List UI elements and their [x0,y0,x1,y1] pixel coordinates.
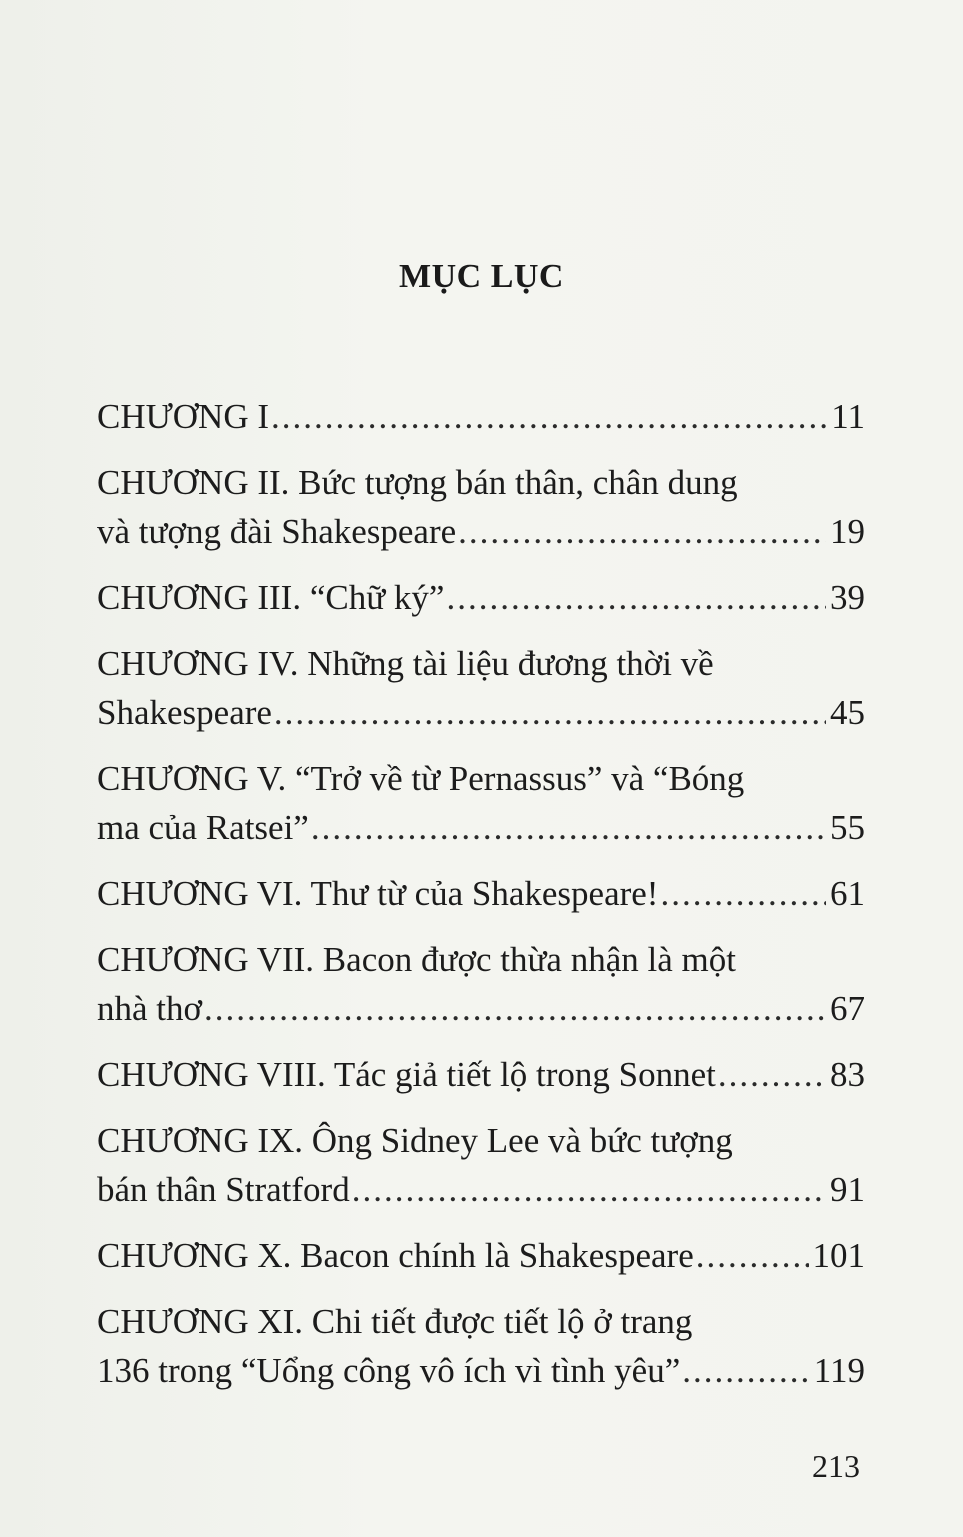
toc-entry-row [97,984,865,1033]
toc-entry-page: 61 [830,874,865,913]
toc-entry-label: bán thân Stratford [97,1170,350,1209]
dot-leader [271,392,827,441]
toc-entry-title-line: CHƯƠNG IX. Ông Sidney Lee và bức tượng [97,1121,733,1160]
toc-entry-label: CHƯƠNG I [97,397,270,436]
toc-entry-page: 19 [830,512,865,551]
toc-entry-title-line: CHƯƠNG IV. Những tài liệu đương thời về [97,644,714,683]
toc-entry-title-line: CHƯƠNG VII. Bacon được thừa nhận là một [97,940,736,979]
toc-entry [97,754,865,852]
toc-entry-row [97,573,865,622]
toc-entry-title-line: CHƯƠNG II. Bức tượng bán thân, chân dung [97,463,738,502]
toc-entry-page: 91 [830,1170,865,1209]
toc-entry-page: 101 [812,1236,865,1275]
toc-entry [97,1231,865,1280]
dot-leader [204,984,826,1033]
toc-entry-row [97,392,865,441]
toc-entry-page: 11 [831,397,865,436]
toc-entry-label: và tượng đài Shakespeare [97,512,457,551]
dot-leader [352,1165,826,1214]
toc-entry-page: 45 [830,693,865,732]
toc-entry [97,392,865,441]
table-of-contents [97,392,865,1395]
toc-entry-row [97,869,865,918]
toc-entry-page: 67 [830,989,865,1028]
toc-entry-label: 136 trong “Uổng công vô ích vì tình yêu” [97,1351,681,1390]
toc-entry-row [97,1231,865,1280]
toc-entry-title-line: CHƯƠNG V. “Trở về từ Pernassus” và “Bóng [97,759,745,798]
toc-entry-label: ma của Ratsei” [97,808,309,847]
dot-leader [458,507,826,556]
toc-entry [97,573,865,622]
toc-entry [97,458,865,556]
toc-entry-title-line: CHƯƠNG XI. Chi tiết được tiết lộ ở trang [97,1302,693,1341]
toc-entry [97,1297,865,1395]
show-through-background [0,0,963,420]
toc-entry-row [97,803,865,852]
dot-leader [718,1050,826,1099]
toc-entry-page: 119 [813,1351,865,1390]
toc-entry [97,1050,865,1099]
toc-entry [97,935,865,1033]
toc-entry-label: CHƯƠNG X. Bacon chính là Shakespeare [97,1236,694,1275]
toc-entry-label: CHƯƠNG VI. Thư từ của Shakespeare! [97,874,659,913]
toc-entry [97,1116,865,1214]
toc-entry-row [97,507,865,556]
toc-entry-label: CHƯƠNG VIII. Tác giả tiết lộ trong Sonnet [97,1055,716,1094]
page-title: MỤC LỤC [399,258,564,295]
toc-entry-label: Shakespeare [97,693,272,732]
toc-entry-row [97,1346,865,1395]
dot-leader [446,573,826,622]
toc-entry-label: CHƯƠNG III. “Chữ ký” [97,578,445,617]
dot-leader [660,869,826,918]
toc-entry-row [97,1050,865,1099]
toc-entry-page: 83 [830,1055,865,1094]
page-number: 213 [812,1448,860,1484]
dot-leader [696,1231,809,1280]
toc-entry-label: nhà thơ [97,989,203,1028]
toc-entry-page: 39 [830,578,865,617]
dot-leader [682,1346,810,1395]
toc-entry [97,639,865,737]
dot-leader [274,688,826,737]
dot-leader [311,803,826,852]
toc-entry-row [97,1165,865,1214]
toc-entry-page: 55 [830,808,865,847]
toc-entry-row [97,688,865,737]
toc-entry [97,869,865,918]
